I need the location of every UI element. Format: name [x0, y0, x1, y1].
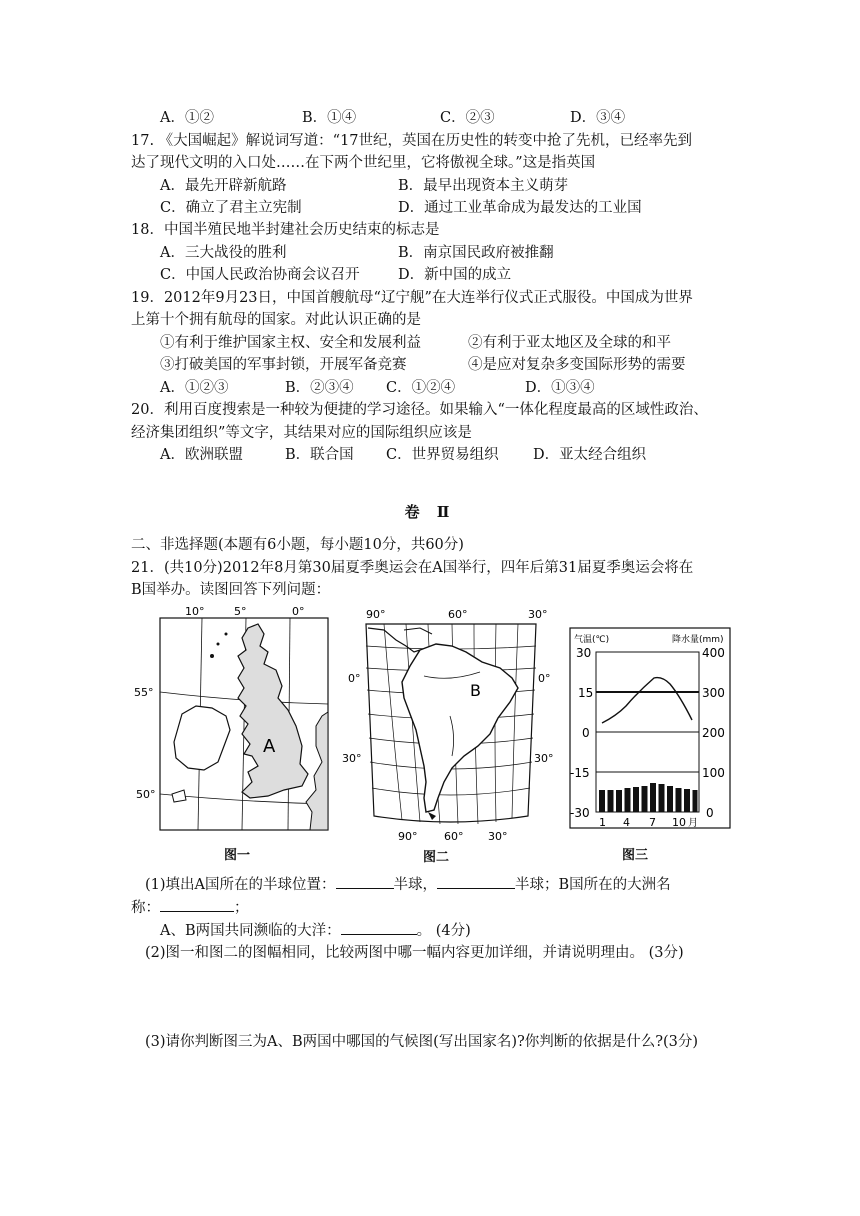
fig1-lon-label: 0° [292, 606, 305, 618]
fig1-lat-label: 50° [136, 788, 156, 801]
precip-bar [667, 786, 673, 812]
temperature-curve [602, 678, 692, 723]
precip-bar [659, 784, 665, 812]
temp-tick: 15 [578, 686, 594, 700]
q21-stem-line2: B国举办。读图回答下列问题： [131, 582, 331, 598]
q21-part1-line1: (1)填出A国所在的半球位置： 半球， 半球；B国所在的大洲名 [145, 874, 671, 895]
precip-bar [650, 783, 656, 812]
precip-bar [633, 787, 639, 812]
q18-option-a: A．三大战役的胜利 [160, 245, 287, 261]
month-tick: 7 [649, 816, 656, 829]
q18-option-d: D．新中国的成立 [398, 267, 512, 283]
figure2-caption: 图二 [423, 850, 450, 865]
q20-stem-line2: 经济集团组织”等文字，其结果对应的国际组织应该是 [131, 425, 472, 441]
q19-option-a: A．①②③ [160, 380, 229, 396]
precip-tick: 100 [702, 766, 725, 780]
q18-option-b: B．南京国民政府被推翻 [398, 245, 554, 261]
month-tick: 1 [599, 816, 606, 829]
q20-option-a: A．欧洲联盟 [160, 447, 243, 463]
q19-option-b: B．②③④ [285, 380, 354, 396]
answer-blank-hemisphere-2[interactable] [437, 874, 515, 889]
fig2-right-label: 30° [534, 752, 554, 765]
precip-bar [693, 790, 698, 812]
q17-option-c: C．确立了君主立宪制 [160, 200, 302, 216]
q20-stem-line1: 20．利用百度搜索是一种较为便捷的学习途径。如果输入“一体化程度最高的区域性政治、 [131, 402, 708, 418]
temp-tick: -30 [570, 806, 590, 820]
temp-tick: -15 [570, 766, 590, 780]
precip-bar [684, 789, 690, 812]
fig2-top-label: 90° [366, 608, 386, 621]
q21-part1-line2: 称： ； [131, 897, 249, 918]
figure2-map [340, 606, 562, 846]
answer-blank-continent[interactable] [160, 897, 234, 912]
q17-stem-line1: 17. 《大国崛起》解说词写道：“17世纪，英国在历史性的转变中抢了先机，已经率先到 [131, 133, 693, 149]
figure3-caption: 图三 [622, 848, 649, 863]
precip-tick: 200 [702, 726, 725, 740]
fig2-top-label: 30° [528, 608, 548, 621]
month-tick: 月 [688, 818, 698, 829]
left-axis-title: 气温(℃) [574, 635, 610, 645]
q21-stem-line1: 21．(共10分)2012年8月第30届夏季奥运会在A国举行，四年后第31届夏季奥运会将在 [131, 560, 694, 576]
q18-stem: 18．中国半殖民地半封建社会历史结束的标志是 [131, 222, 440, 238]
fig1-lon-label: 5° [234, 606, 247, 618]
q20-option-b: B．联合国 [285, 447, 354, 463]
temp-tick: 0 [582, 726, 590, 740]
figure3-climate-chart [566, 626, 736, 840]
section-intro: 二、非选择题(本题有6小题，每小题10分，共60分) [131, 537, 464, 553]
figure1-caption: 图一 [224, 848, 251, 863]
temp-tick: 30 [576, 646, 592, 660]
precip-bar [616, 790, 622, 812]
q19-option-c: C．①②④ [386, 380, 456, 396]
fig2-bottom-label: 90° [398, 830, 418, 843]
fig1-lat-label: 55° [134, 686, 154, 699]
q16-option-a: A．①② [160, 110, 214, 126]
q21-part2: (2)图一和图二的图幅相同，比较两图中哪一幅内容更加详细，并请说明理由。 (3分) [145, 945, 684, 961]
q19-item-1: ①有利于维护国家主权、安全和发展利益 [160, 335, 421, 351]
q17-stem-line2: 达了现代文明的入口处……在下两个世纪里，它将傲视全球。”这是指英国 [131, 155, 596, 171]
q19-item-4: ④是应对复杂多变国际形势的需要 [468, 357, 686, 373]
right-axis-title: 降水量(mm) [672, 635, 724, 645]
q19-stem-line2: 上第十个拥有航母的国家。对此认识正确的是 [131, 312, 421, 328]
precip-tick: 300 [702, 686, 725, 700]
q19-stem-line1: 19．2012年9月23日，中国首艘航母“辽宁舰”在大连举行仪式正式服役。中国成为世界 [131, 290, 693, 306]
q16-option-c: C．②③ [440, 110, 495, 126]
q18-option-c: C．中国人民政治协商会议召开 [160, 267, 360, 283]
precip-bar [676, 788, 682, 812]
q20-option-c: C．世界贸易组织 [386, 447, 499, 463]
fig2-left-label: 0° [348, 672, 361, 685]
q19-item-2: ②有利于亚太地区及全球的和平 [468, 335, 671, 351]
fig2-left-label: 30° [342, 752, 362, 765]
country-b-label: B [470, 681, 481, 700]
country-a-label: A [263, 736, 276, 757]
q17-option-b: B．最早出现资本主义萌芽 [398, 178, 569, 194]
fig2-bottom-label: 60° [444, 830, 464, 843]
q19-option-d: D．①③④ [525, 380, 595, 396]
q16-option-b: B．①④ [302, 110, 357, 126]
answer-blank-hemisphere-1[interactable] [336, 874, 394, 889]
precip-tick: 0 [706, 806, 714, 820]
precip-bar [608, 790, 614, 812]
fig1-lon-label: 10° [185, 606, 205, 618]
q20-option-d: D．亚太经合组织 [533, 447, 647, 463]
fig2-right-label: 0° [538, 672, 551, 685]
month-tick: 4 [623, 816, 630, 829]
precip-bar [625, 788, 631, 812]
q17-option-a: A．最先开辟新航路 [160, 178, 287, 194]
month-tick: 10 [672, 816, 686, 829]
figure1-map [130, 606, 340, 841]
q17-option-d: D．通过工业革命成为最发达的工业国 [398, 200, 642, 216]
precip-tick: 400 [702, 646, 725, 660]
precip-bar [642, 786, 648, 812]
q21-part1-line3: A、B两国共同濒临的大洋： 。 (4分) [160, 920, 471, 941]
fig2-top-label: 60° [448, 608, 468, 621]
section-title: 卷 Ⅱ [404, 503, 456, 521]
q21-part3: (3)请你判断图三为A、B两国中哪国的气候图(写出国家名)?你判断的依据是什么?(3分) [145, 1034, 699, 1050]
fig2-bottom-label: 30° [488, 830, 508, 843]
answer-blank-ocean[interactable] [341, 920, 417, 935]
q19-item-3: ③打破美国的军事封锁，开展军备竞赛 [160, 357, 407, 373]
precip-bar [599, 790, 605, 812]
q16-option-d: D．③④ [570, 110, 626, 126]
